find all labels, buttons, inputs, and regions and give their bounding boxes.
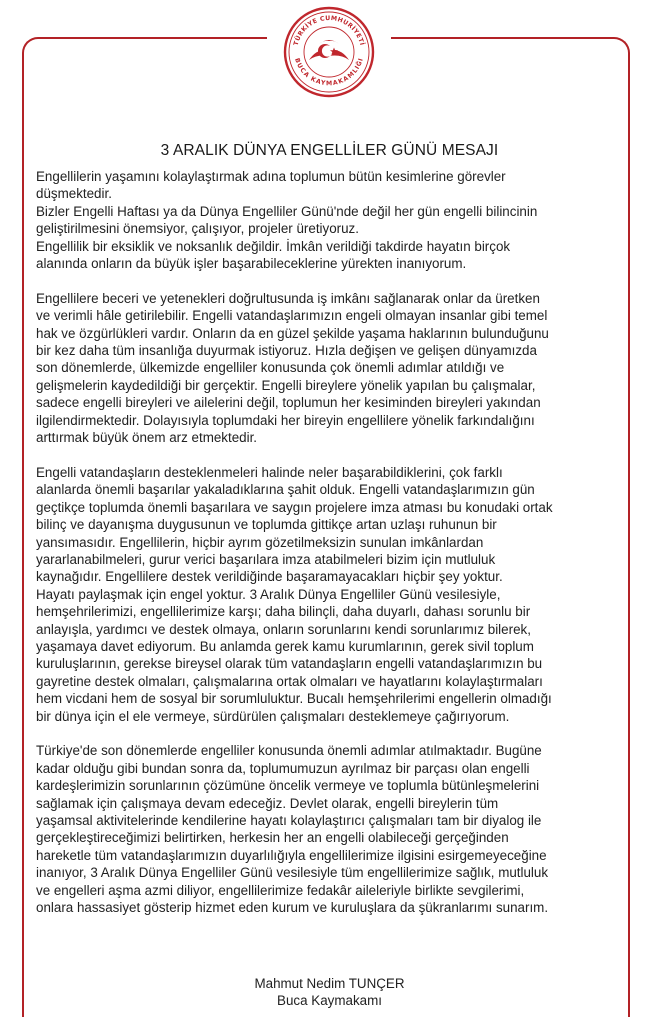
paragraph-4 (36, 742, 644, 916)
seal-text-top: TÜRKİYE CUMHURİYETİ (292, 14, 366, 47)
text-line: hem vicdani hem de sosyal bir sorumluluktur. Bucalı hemşehrilerimi engellerin olmadığı (36, 691, 552, 707)
message-body (36, 168, 644, 916)
text-line: düşmektedir. (36, 186, 112, 202)
text-line: kardeşlerimizin sorunlarının çözümüne öncelik vermeye ve toplumla bütünleşmelerini (36, 778, 540, 794)
text-line: Engellilik bir eksiklik ve noksanlık değildir. İmkân verildiği takdirde hayatın birçok (36, 238, 511, 254)
signature-block (0, 975, 659, 1009)
text-line: ve verimli hâle getirilebilir. Engelli vatandaşlarımızın engeli olmayan insanlar gibi temel (36, 308, 548, 324)
text-line: kaynağıdır. Engellilere destek verildiğinde başaramayacakları hiçbir şey yoktur. (36, 569, 503, 585)
text-line: Bizler Engelli Haftası ya da Dünya Engelliler Günü'nde değil her gün engelli bilincinin (36, 203, 538, 219)
text-line: yaşamaya davet ediyorum. Bu anlamda gerek kamu kurumlarının, gerek sivil toplum (36, 638, 534, 654)
paragraph-3 (36, 464, 644, 725)
text-line: yararlanabilmeleri, gurur verici başarılara imza atabilmeleri bizim için mutluluk (36, 551, 496, 567)
text-line: ilgilendirmektedir. Dolayısıyla toplumdaki her bireyin engellilere yönelik farkındalığını (36, 412, 535, 428)
text-line: anlayışla, yardımcı ve destek olmaya, onların sorunlarını kendi sorunlarımız bilerek, (36, 621, 531, 637)
text-line: bir dünya için el ele vermeye, sürdürülen çalışmaları desteklemeye çağırıyorum. (36, 708, 510, 724)
text-line: gerçekleştireceğimizi belirtirken, herkesin her an engelli olabileceği gerçeğinden (36, 830, 509, 846)
text-line: geliştirilmesini önemsiyor, çalışıyor, projeler üretiyoruz. (36, 221, 359, 237)
text-line: gelişmelerin kaydedildiği bir gerçektir. Engelli bireylere yönelik yapılan bu çalışmalar, (36, 377, 536, 393)
text-line: Türkiye'de son dönemlerde engelliler konusunda önemli adımlar atılmaktadır. Bugüne (36, 743, 542, 759)
svg-text:TÜRKİYE CUMHURİYETİ (292, 15, 367, 46)
signatory-name: Mahmut Nedim TUNÇER (254, 976, 405, 991)
text-line: bilinç ve dayanışma duygusunun ve toplumda gittikçe artan uzlaşı ruhunun bir (36, 517, 497, 533)
text-line: sağlamak için çalışmaya devam edeceğiz. Devlet olarak, engelli bireylerin tüm (36, 795, 499, 811)
signatory-role: Buca Kaymakamı (277, 993, 382, 1008)
seal-container (267, 0, 391, 100)
text-line: ve engelleri aşma azmi diliyor, engellilerimize fedakâr aileleriyle birlikte sevgilerimi, (36, 882, 525, 898)
text-line: yansımasıdır. Engellilerin, hiçbir ayrım gözetilmeksizin sunulan imkânlardan (36, 534, 484, 550)
text-line: inanıyor, 3 Aralık Dünya Engelliler Günü vesilesiyle tüm engellilerimize sağlık, mutluluk (36, 865, 549, 881)
text-line: arttırmak büyük önem arz etmektedir. (36, 430, 258, 446)
paragraph-2 (36, 290, 644, 447)
page-title: 3 ARALIK DÜNYA ENGELLİLER GÜNÜ MESAJI (160, 142, 499, 159)
seal-text-bottom: BUCA KAYMAKAMLIĞI (293, 57, 365, 88)
text-line: alanlarda önemli başarılar yakaladıklarına şahit olduk. Engelli vatandaşlarımızın gün (36, 482, 535, 498)
text-line: kadar olduğu gibi bundan sonra da, toplumumuzun ayrılmaz bir parçası olan engelli (36, 760, 530, 776)
text-line: kuruluşlarının, gerekse bireysel olarak tüm vatandaşların engelli vatandaşlarımızın bu (36, 656, 543, 672)
text-line: hak ve özgürlükleri vardır. Onların da en güzel şekilde yaşama haklarının bulunduğunu (36, 325, 549, 341)
paragraph-1 (36, 168, 644, 272)
seal-logo-icon (279, 0, 379, 100)
text-line: onlara hassasiyet gösterip hizmet eden kurum ve kuruluşlara da şükranlarımı sunarım. (36, 900, 549, 916)
text-line: alanında onların da büyük işler başarabileceklerine yürekten inanıyorum. (36, 256, 467, 272)
text-line: Engelli vatandaşların desteklenmeleri halinde neler başarabildiklerini, çok farklı (36, 464, 503, 480)
text-line: gayretine destek olmaları, çalışmalarına ortak olmaları ve hayatlarını kolaylaştırmaları (36, 673, 543, 689)
text-line: sadece engelli bireyleri ve ailelerini değil, toplumun her kesiminden bireyleri yakından (36, 395, 541, 411)
text-line: yaşamsal aktivitelerinde kendilerine hayatı kolaylaştırıcı çalışmaları tam bir diyalog ile (36, 812, 542, 828)
text-line: hemşehrilerimizi, engellilerimize karşı; daha bilinçli, daha duyarlı, dahası sorunlu bir (36, 604, 531, 620)
text-line: Engellilere beceri ve yetenekleri doğrultusunda iş imkânı sağlanarak onlar da üretken (36, 290, 540, 306)
text-line: hareketle tüm vatandaşlarımızın duyarlılığıyla engellilerimize ilgisini esirgemeyeceğine (36, 847, 547, 863)
text-line: bir kez daha tüm insanlığa duyurmak istiyoruz. Hızla değişen ve gelişen dünyamızda (36, 343, 537, 359)
text-line: Engellilerin yaşamını kolaylaştırmak adına toplumun bütün kesimlerine görevler (36, 169, 506, 184)
text-line: son dönemlerde, ülkemizde engelliler konusunda çok önemli adımlar atıldığı ve (36, 360, 505, 376)
text-line: geçtikçe toplumda önemli başarılara ve saygın projelere imza atması bu konudaki ortak (36, 499, 553, 515)
text-line: Hayatı paylaşmak için engel yoktur. 3 Aralık Dünya Engelliler Günü vesilesiyle, (36, 586, 501, 602)
